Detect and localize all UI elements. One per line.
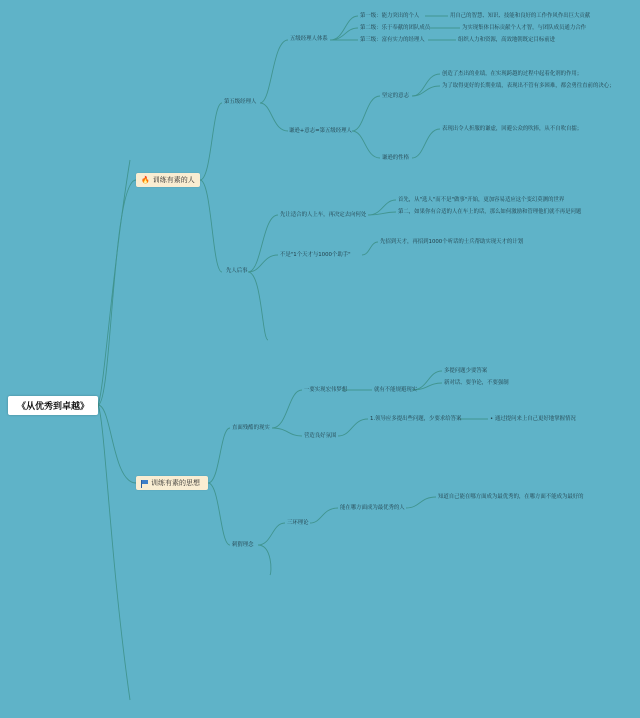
node-firm-will-line-2[interactable]: 为了取得更好的长期业绩，表现出不管有多困难，都会勇往直前的决心； <box>442 83 615 89</box>
node-level-2-detail[interactable]: 为实现集体目标贡献个人才智，与团队成员通力合作 <box>462 25 586 31</box>
node-best-in-world[interactable]: 能在哪方面成为最优秀的人 <box>340 505 405 511</box>
category-trained-people[interactable] <box>136 173 200 187</box>
node-grand-dream[interactable]: 一要实现宏伟梦想 <box>304 387 348 393</box>
node-reality-line-1[interactable]: 多提问题少要答案 <box>444 368 488 374</box>
node-level-1[interactable]: 第一级：能力突出的个人 <box>360 13 420 19</box>
node-ask-questions[interactable]: 1.领导应多提出些问题，少要求给答案 <box>370 416 462 422</box>
node-humility-will[interactable]: 谦逊+意志=第五级经理人 <box>289 128 352 134</box>
category-trained-thought[interactable] <box>136 476 208 490</box>
node-level-1-detail[interactable]: 用自己的智慧、知识、技能和良好的工作作风作出巨大贡献 <box>450 13 591 19</box>
node-first-who[interactable]: 先人后事 <box>226 268 248 274</box>
node-reality-line-2[interactable]: 新对话、要争论，不要强制 <box>444 380 509 386</box>
node-genius-detail[interactable]: 先招到天才，再招到1000个听话的士兵帮助实现天才的计划 <box>380 239 524 245</box>
node-level-3[interactable]: 第三级：富有实力的经理人 <box>360 37 425 43</box>
node-bus-line-2[interactable]: 第二，如果你有合适的人在车上的话，那么如何激励和管理他们就不再是问题 <box>398 209 582 215</box>
node-good-climate[interactable]: 营造良好氛围 <box>304 433 337 439</box>
node-level-3-detail[interactable]: 组织人力和资源，高效地朝既定目标前进 <box>458 37 556 43</box>
node-firm-will[interactable]: 坚定的意志 <box>382 93 409 99</box>
node-level-2[interactable]: 第二级：乐于奉献的团队成员 <box>360 25 431 31</box>
node-right-people-bus[interactable]: 先让适合的人上车，再决定去向何处 <box>280 212 367 218</box>
node-best-detail[interactable]: 知道自己能在哪方面成为最优秀的，在哪方面不能成为最好的 <box>438 494 584 500</box>
node-bus-line-1[interactable]: 首先，从"选人"而不是"做事"开始，更加容易适应这个变幻莫测的世界 <box>398 197 565 203</box>
node-humble-line-1[interactable]: 表现出令人折服的谦虚，回避公众的吹捧，从不自吹自擂； <box>442 126 583 132</box>
node-fifth-level[interactable]: 第五级经理人 <box>224 99 257 105</box>
flag-icon <box>141 480 148 487</box>
node-confront-facts[interactable]: 直面残酷的现实 <box>232 425 270 431</box>
node-no-avoid-reality[interactable]: 就有不能规避现实 <box>374 387 418 393</box>
node-humble-character[interactable]: 谦逊的性格 <box>382 155 409 161</box>
node-firm-will-line-1[interactable]: 创造了杰出的业绩，在实现跨越的过程中起着化剂的作用； <box>442 71 583 77</box>
root-node[interactable]: 《从优秀到卓越》 <box>8 396 98 415</box>
fire-icon: 🔥 <box>141 175 150 184</box>
node-ask-detail[interactable]: • 通过提问来上自己更好地掌握情况 <box>490 416 576 422</box>
node-not-one-genius[interactable]: 不是"1个天才与1000个助手" <box>280 252 351 258</box>
category-label: 训练有素的人 <box>152 176 195 184</box>
node-three-circles[interactable]: 三环理论 <box>287 520 309 526</box>
node-five-level-system[interactable]: 五级经理人体系 <box>290 36 328 42</box>
category-label: 训练有素的思想 <box>151 479 200 487</box>
node-hedgehog[interactable]: 刺猬理念 <box>232 542 254 548</box>
